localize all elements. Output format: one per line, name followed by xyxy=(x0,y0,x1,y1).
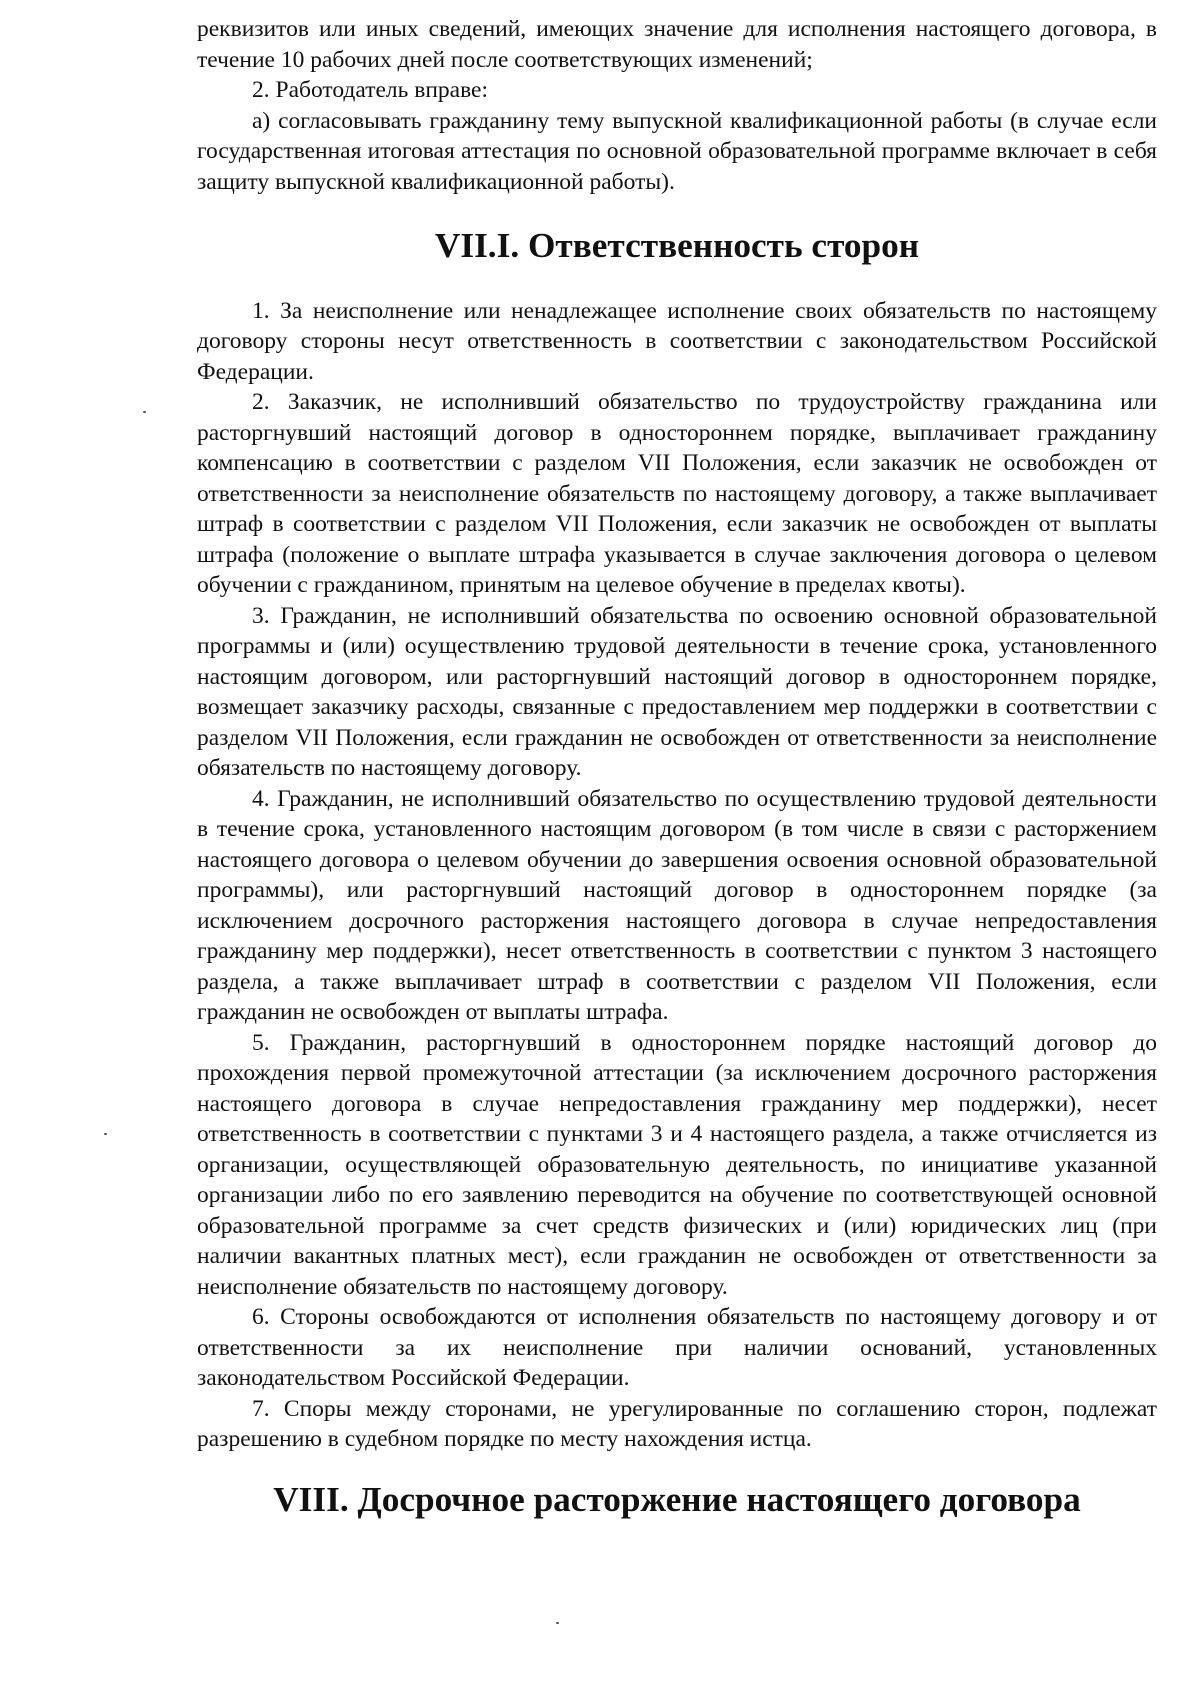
responsibility-paragraph-2: 2. Заказчик, не исполнивший обязательство по трудоустройству гражданина или расторгнувший настоящий договор в одностороннем порядке, выплачивает гражданину компенсацию в соответствии с разделом VII Положения, если заказчик не освобожден от ответственности за неисполнение обязательств по настоящему договору, а также выплачивает штраф в соответствии с разделом VII Положения, если заказчик не освобожден от выплаты штрафа (положение о выплате штрафа указывается в случае заключения договора о целевом обучении с гражданином, принятым на целевое обучение в пределах квоты). xyxy=(197,389,1157,598)
section-heading-early-termination: VIII. Досрочное расторжение настоящего договора xyxy=(273,1479,1081,1519)
scan-speck xyxy=(143,411,146,413)
scan-speck xyxy=(556,1622,559,1624)
responsibility-paragraph-1: 1. За неисполнение или ненадлежащее исполнение своих обязательств по настоящему договору стороны несут ответственность в соответствии с законодательством Российской Федерации. xyxy=(197,297,1157,385)
responsibility-paragraph-4: 4. Гражданин, не исполнивший обязательство по осуществлению трудовой деятельности в течение срока, установленного настоящим договором (в том числе в связи с расторжением настоящего договора о целевом обучении до завершения освоения основной образовательной программы), или расторгнувший настоящий договор в одностороннем порядке (за исключением досрочного расторжения настоящего договора в случае непредоставления гражданину мер поддержки), несет ответственность в соответствии с пунктом 3 настоящего раздела, а также выплачивает штраф в соответствии с разделом VII Положения, если гражданин не освобожден от выплаты штрафа. xyxy=(197,785,1157,1025)
responsibility-paragraph-6: 6. Стороны освобождаются от исполнения обязательств по настоящему договору и от ответственности за их неисполнение при наличии оснований, установленных законодательством Российской Федерации. xyxy=(197,1304,1157,1391)
intro-paragraph-tail: реквизитов или иных сведений, имеющих значение для исполнения настоящего договора, в течение 10 рабочих дней после соответствующих изменений; xyxy=(197,16,1157,73)
section-heading-responsibility: VII.I. Ответственность сторон xyxy=(434,226,920,265)
responsibility-paragraph-7: 7. Споры между сторонами, не урегулированные по соглашению сторон, подлежат разрешению в судебном порядке по месту нахождения истца. xyxy=(197,1395,1157,1452)
intro-item-2: 2. Работодатель вправе: xyxy=(252,77,488,103)
responsibility-paragraph-3: 3. Гражданин, не исполнивший обязательства по освоению основной образовательной программы и (или) осуществлению трудовой деятельности в течение срока, установленного настоящим договором, или расторгнувший настоящий договор в одностороннем порядке, возмещает заказчику расходы, связанные с предоставлением мер поддержки в соответствии с разделом VII Положения, если гражданин не освобожден от ответственности за неисполнение обязательств по настоящему договору. xyxy=(197,602,1157,781)
scan-speck xyxy=(104,1133,107,1135)
document-page xyxy=(197,14,1157,1519)
responsibility-paragraph-5: 5. Гражданин, расторгнувший в одностороннем порядке настоящий договор до прохождения первой промежуточной аттестации (за исключением досрочного расторжения настоящего договора в случае непредоставления гражданину мер поддержки), несет ответственность в соответствии с пунктами 3 и 4 настоящего раздела, а также отчисляется из организации, осуществляющей образовательную деятельность, по инициативе указанной организации либо по его заявлению переводится на обучение по соответствующей основной образовательной программе за счет средств физических и (или) юридических лиц (при наличии вакантных платных мест), если гражданин не освобожден от ответственности за неисполнение обязательств по настоящему договору. xyxy=(197,1029,1157,1300)
intro-item-a: а) согласовывать гражданину тему выпускной квалификационной работы (в случае если государственная итоговая аттестация по основной образовательной программе включает в себя защиту выпускной квалификационной работы). xyxy=(197,107,1157,195)
